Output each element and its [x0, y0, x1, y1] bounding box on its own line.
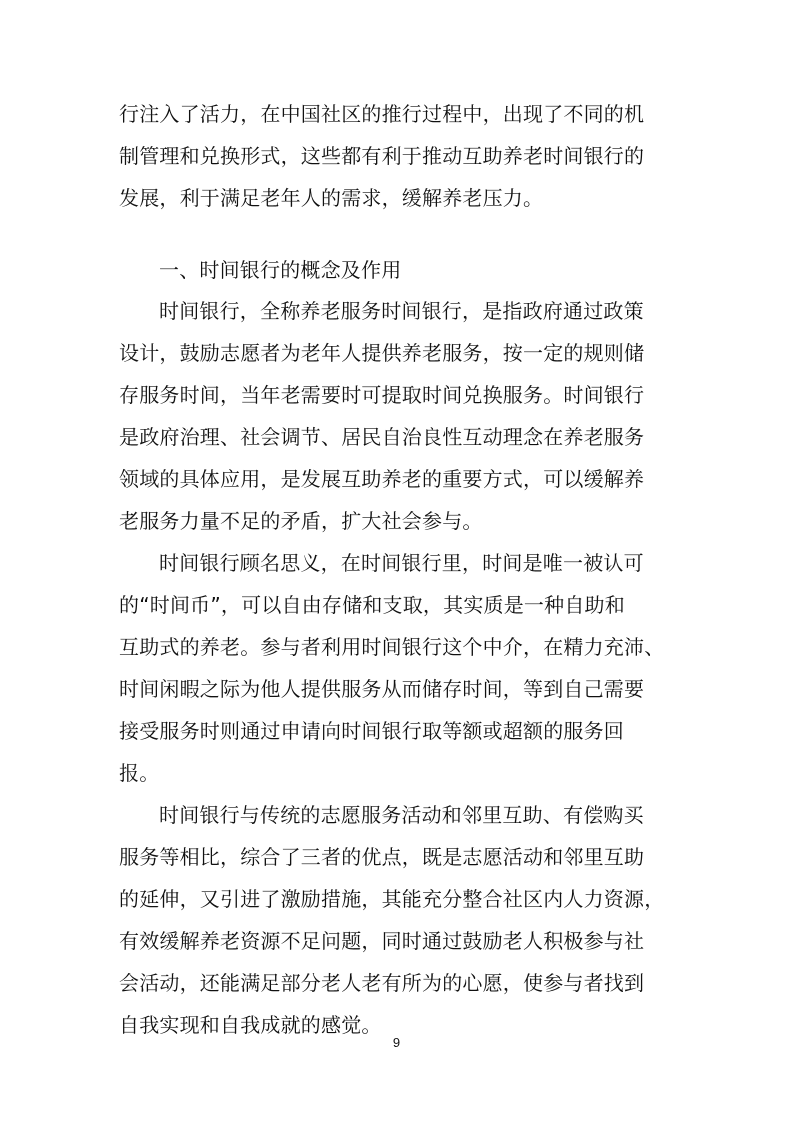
- paragraph-line: 接受服务时则通过申请向时间银行取等额或超额的服务回: [119, 719, 624, 743]
- paragraph-line: 老服务力量不足的矛盾，扩大社会参与。: [119, 509, 483, 533]
- paragraph-line: 时间银行顾名思义，在时间银行里，时间是唯一被认可: [159, 551, 644, 575]
- paragraph-line: 会活动，还能满足部分老人老有所为的心愿，使参与者找到: [119, 971, 645, 995]
- paragraph-line: 存服务时间，当年老需要时可提取时间兑换服务。时间银行: [119, 383, 645, 407]
- paragraph-line: 互助式的养老。参与者利用时间银行这个中介，在精力充沛、: [119, 635, 665, 659]
- paragraph-line: 设计，鼓励志愿者为老年人提供养老服务，按一定的规则储: [119, 341, 645, 365]
- paragraph-line: 的延伸，又引进了激励措施，其能充分整合社区内人力资源，: [119, 887, 665, 911]
- paragraph-line: 的“时间币”，可以自由存储和支取，其实质是一种自助和: [119, 593, 625, 617]
- paragraph-line: 是政府治理、社会调节、居民自治良性互动理念在养老服务: [119, 425, 645, 449]
- paragraph-line: 制管理和兑换形式，这些都有利于推动互助养老时间银行的: [119, 144, 645, 168]
- paragraph-line: 时间闲暇之际为他人提供服务从而储存时间，等到自己需要: [119, 677, 645, 701]
- paragraph-line: 有效缓解养老资源不足问题，同时通过鼓励老人积极参与社: [119, 929, 645, 953]
- paragraph-line: 时间银行，全称养老服务时间银行，是指政府通过政策: [159, 299, 644, 323]
- paragraph-line: 自我实现和自我成就的感觉。: [119, 1013, 382, 1037]
- paragraph-line: 报。: [119, 761, 160, 785]
- paragraph-line: 行注入了活力，在中国社区的推行过程中，出现了不同的机: [119, 102, 645, 126]
- paragraph-line: 发展，利于满足老年人的需求，缓解养老压力。: [119, 186, 544, 210]
- page-number: 9: [392, 1035, 401, 1050]
- paragraph-line: 时间银行与传统的志愿服务活动和邻里互助、有偿购买: [159, 803, 644, 827]
- paragraph-line: 服务等相比，综合了三者的优点，既是志愿活动和邻里互助: [119, 845, 645, 869]
- paragraph-line: 领域的具体应用，是发展互助养老的重要方式，可以缓解养: [119, 467, 645, 491]
- section-heading: 一、时间银行的概念及作用: [159, 258, 402, 282]
